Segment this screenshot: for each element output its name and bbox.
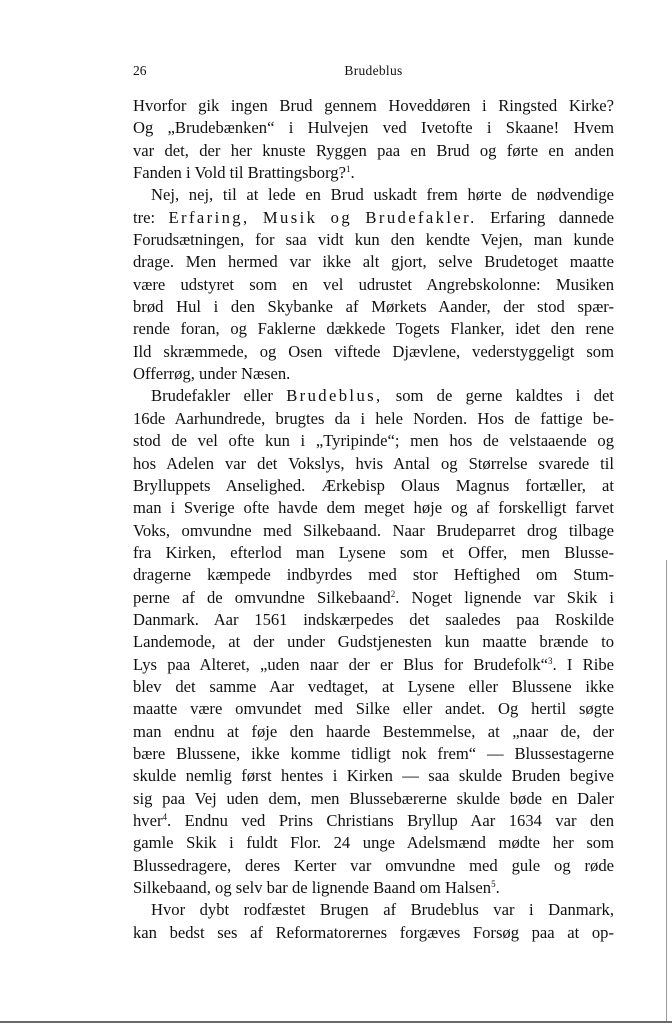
text-line: dragerne kæmpede indbyrdes med stor Heftighed om Stum- (133, 565, 614, 585)
text-line: kan bedst ses af Reformatorernes forgæves Forsøg paa at op- (133, 922, 614, 942)
text-line: brød Hul i den Skybanke af Mørkets Aander, der stod spær- (133, 297, 614, 317)
text-line: Brylluppets Anselighed. Ærkebisp Olaus Magnus fortæller, at (133, 475, 614, 495)
text-line: Hvorfor gik ingen Brud gennem Hoveddøren i Ringsted Kirke? (133, 96, 614, 115)
text-line: var det, der her knuste Ryggen paa en Brud og førte en anden (133, 140, 614, 160)
scan-bottom-edge (0, 1021, 672, 1023)
text-line: Offerrøg, under Næsen. (133, 364, 291, 384)
text-line: perne af de omvundne Silkebaand$^2$. Noget lignende var Skik i (133, 587, 614, 607)
text-line: rende foran, og Faklerne dækkede Togets Flanker, idet den rene (133, 319, 614, 339)
footnote-ref: 4 (162, 812, 167, 822)
text-line: Lys paa Alteret, „uden naar der er Blus for Brudefolk“$^3$. I Ribe (133, 654, 614, 674)
text-line: maatte være omvundet med Silke eller andet. Og hertil søgte (133, 699, 614, 719)
footnote-ref: 5 (491, 879, 496, 890)
text-line: drage. Men hermed var ikke alt gjort, selve Brudetoget maatte (133, 252, 614, 272)
text-line: tre: Erfaring, Musik og Brudefakler. Erfaring dannede (133, 207, 614, 227)
page-header (133, 61, 614, 81)
spaced-term: Brudefakler. (365, 207, 477, 227)
paragraph-start-line: Hvor dybt rodfæstet Brugen af Brudeblus var i Danmark, (151, 900, 614, 920)
text-line: Silkebaand, og selv bar de lignende Baand om Halsen$^5$. (133, 878, 500, 898)
body-text (133, 95, 614, 944)
text-line: bære Blussene, ikke komme tidligt nok frem“ — Blussestagerne (133, 743, 614, 763)
text-line: være udstyret som en vel udrustet Angrebskolonne: Musiken (133, 274, 614, 294)
footnote-ref: 3 (548, 655, 553, 666)
scan-edge-line (666, 560, 667, 1022)
text-line: sig paa Vej uden dem, men Blussebærerne skulde bøde en Daler (133, 788, 614, 808)
text-line: Forudsætningen, for saa vidt kun den kendte Vejen, man kunde (133, 230, 614, 250)
text-line: blev det samme Aar vedtaget, at Lysene eller Blussene ikke (133, 676, 614, 696)
paragraph-start-line: Brudefakler eller Brudeblus, som de gerne kaldtes i det (151, 386, 614, 406)
text-line: Landemode, at der under Gudstjenesten kun maatte brænde to (133, 632, 614, 652)
text-line: Blussedragere, deres Kerter var omvundne med gule og røde (133, 855, 614, 875)
spaced-term: Musik (262, 207, 318, 227)
text-line: man i Sverige ofte havde dem meget høje og af forskelligt farvet (133, 498, 614, 518)
page-number: 26 (133, 63, 147, 78)
text-line: stod de vel ofte kun i „Tyripinde“; men hos de velstaaende og (133, 431, 614, 451)
text-line: man endnu at føje den haarde Bestemmelse, at „naar de, der (133, 721, 614, 741)
footnote-ref: 2 (390, 588, 396, 599)
text-line: hver$^4$. Endnu ved Prins Christians Bryllup Aar 1634 var den (133, 811, 614, 830)
text-line: gamle Skik i fuldt Flor. 24 unge Adelsmænd mødte her som (133, 833, 614, 853)
text-line: Ild skræmmede, og Osen viftede Djævlene, vederstyggeligt som (133, 341, 614, 361)
text-line: Fanden i Vold til Brattingsborg?$^1$. (133, 163, 355, 183)
running-title: Brudeblus (344, 63, 403, 78)
spaced-term: Erfaring, (168, 207, 250, 227)
text-line: Voks, omvundne med Silkebaand. Naar Brudeparret drog tilbage (133, 520, 614, 540)
text-line: Danmark. Aar 1561 indskærpedes det saaledes paa Roskilde (133, 609, 614, 629)
text-line: hos Adelen var det Vokslys, hvis Antal og Størrelse svarede til (133, 453, 614, 473)
paragraph-start-line: Nej, nej, til at lede en Brud uskadt frem hørte de nødvendige (151, 185, 614, 205)
text-line: Og „Brudebænken“ i Hulvejen ved Ivetofte i Skaane! Hvem (133, 118, 614, 138)
footnote-ref: 1 (345, 164, 351, 175)
text-line: fra Kirken, efterlod man Lysene som et Offer, men Blusse- (133, 542, 614, 562)
text-line: skulde nemlig først hentes i Kirken — saa skulde Bruden begive (133, 766, 614, 786)
text-line: 16de Aarhundrede, brugtes da i hele Norden. Hos de fattige be- (133, 408, 614, 428)
spaced-term: Brudeblus, (286, 386, 383, 406)
